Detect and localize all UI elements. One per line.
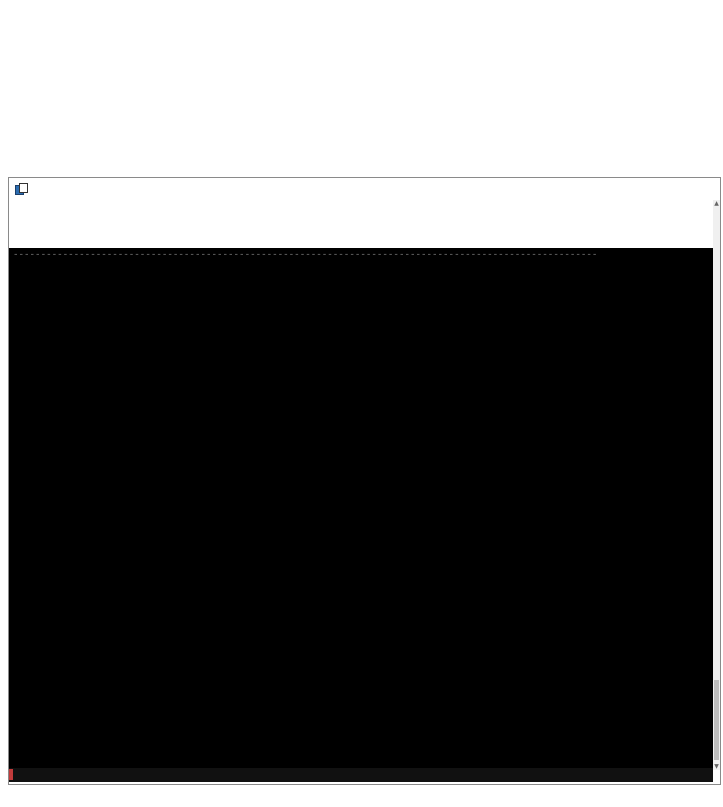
trace-terminal[interactable] [9,200,713,770]
scroll-down-icon[interactable]: ▼ [714,763,719,770]
status-bar [9,768,713,782]
trace-header [9,200,713,248]
window-titlebar[interactable] [9,178,720,200]
trace-state-badge [9,769,13,780]
scroll-up-icon[interactable]: ▲ [714,200,719,207]
divider: ---------------------------------------------------------------------------------------------------------- [13,249,598,260]
scroll-thumb[interactable] [714,680,719,760]
tracesm-window[interactable] [8,177,721,785]
terminal-app-icon [15,183,27,195]
vertical-scrollbar[interactable] [713,200,720,770]
